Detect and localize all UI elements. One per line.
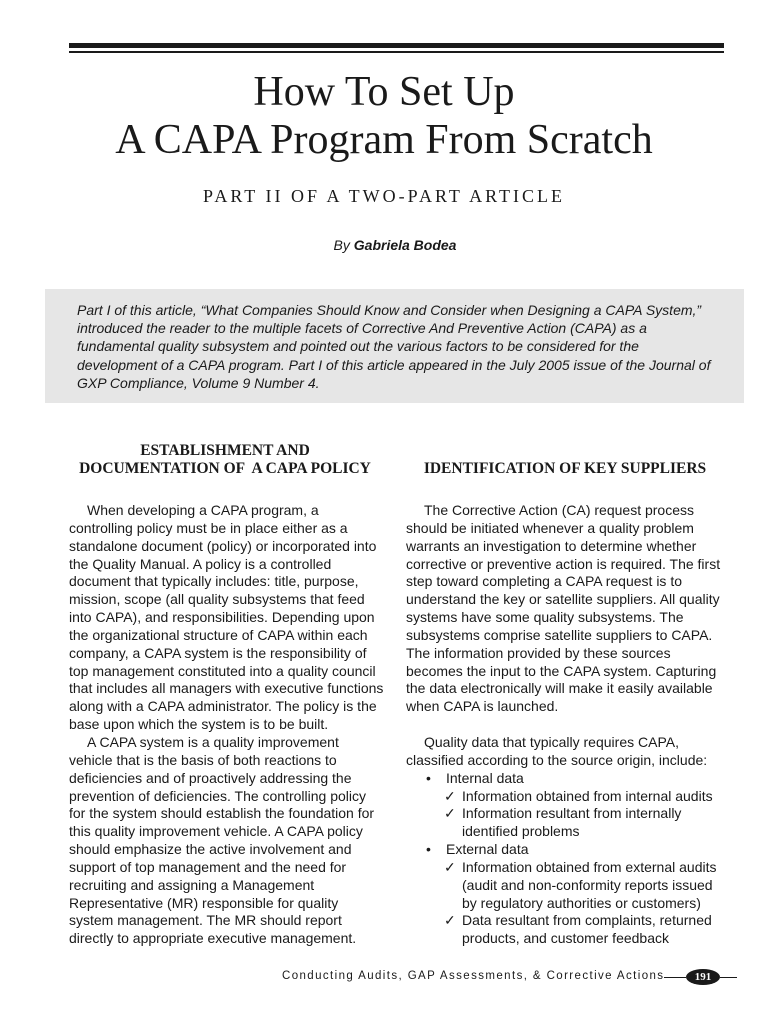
right-paragraph-2: Quality data that typically requires CAPA, classified according to the source origin, include: <box>406 733 708 768</box>
article-title-line1: How To Set Up <box>253 69 515 115</box>
list-item-label: Internal data <box>446 769 524 786</box>
list-item-label: Data resultant from complaints, returned products, and customer feedback <box>462 912 712 947</box>
section-heading-capa-policy <box>60 442 390 478</box>
abstract-text: Part I of this article, “What Companies Should Know and Consider when Designing a CAPA System,” introduced the reader to the multiple facets of Corrective And Preventive Action (CAPA) as a fundamental quality subsystem and pointed out the various factors to be considered for the development of a CAPA program. Part I of this article appeared in the July 2005 issue of the Journal of GXP Compliance, Volume 9 Number 4. <box>77 302 711 391</box>
top-rule-thick <box>69 43 724 48</box>
list-item <box>406 770 722 788</box>
author-name: Gabriela Bodea <box>353 237 457 253</box>
checkmark-icon: ✓ <box>444 787 456 804</box>
section-heading-line2: DOCUMENTATION OF A CAPA POLICY <box>79 460 371 477</box>
section-heading-line1: ESTABLISHMENT AND <box>140 442 310 459</box>
footer-rule-right <box>720 977 737 978</box>
left-paragraph-1: When developing a CAPA program, a controlling policy must be in place either as a standalone document (policy) or incorporated into the Quality Manual. A policy is a controlled document that typically includes: title, purpose, mission, scope (all quality subsystems that feed into CAPA), and responsibilities. Depending upon the organizational structure of CAPA within each company, a CAPA system is the responsibility of top management constituted into a quality council that includes all managers with executive functions along with a CAPA administrator. The policy is the base upon which the system is to be built. <box>69 502 384 733</box>
list-item <box>406 859 722 913</box>
footer-rule-left <box>664 977 686 978</box>
top-rule-thin <box>69 51 724 53</box>
list-item <box>406 788 722 806</box>
right-column-body <box>406 502 722 948</box>
list-item-label: Information resultant from internally identified problems <box>462 805 682 840</box>
list-item-label: External data <box>446 841 529 858</box>
byline-prefix: By <box>333 237 354 253</box>
left-paragraph-2: A CAPA system is a quality improvement vehicle that is the basis of both reactions to deficiencies and of proactively addressing the prevention of deficiencies. The controlling policy for the system should establish the foundation for this quality improvement vehicle. A CAPA policy should emphasize the active involvement and support of top management and the need for recruiting and assigning a Management Representative (MR) responsible for quality system management. The MR should report directly to appropriate executive management. <box>69 733 375 947</box>
checkmark-icon: ✓ <box>444 858 456 875</box>
list-item <box>406 912 722 948</box>
article-subtitle: PART II OF A TWO-PART ARTICLE <box>203 186 565 206</box>
section-heading-key-suppliers: IDENTIFICATION OF KEY SUPPLIERS <box>423 460 707 477</box>
source-origin-list <box>406 770 722 948</box>
article-title-line2: A CAPA Program From Scratch <box>115 117 653 163</box>
page-number-badge: 191 <box>686 969 720 985</box>
bullet-icon: • <box>426 841 431 858</box>
checkmark-icon: ✓ <box>444 912 456 929</box>
article-title <box>0 68 768 164</box>
bullet-icon: • <box>426 769 431 786</box>
checkmark-icon: ✓ <box>444 805 456 822</box>
byline <box>0 237 768 253</box>
running-footer-title: Conducting Audits, GAP Assessments, & Corrective Actions <box>282 970 665 982</box>
list-item-label: Information obtained from internal audits <box>462 787 713 804</box>
left-column-body <box>69 502 385 948</box>
list-item-label: Information obtained from external audits (audit and non-conformity reports issued by regulatory authorities or customers) <box>462 858 717 911</box>
list-item <box>406 841 722 859</box>
list-item <box>406 805 722 841</box>
right-paragraph-1: The Corrective Action (CA) request process should be initiated whenever a quality problem warrants an investigation to determine whether corrective or preventive action is required. The first step toward completing a CAPA request is to understand the key or satellite suppliers. All quality systems have some quality subsystems. The subsystems comprise satellite suppliers to CAPA. The information provided by these sources becomes the input to the CAPA system. Capturing the data electronically will make it easily available when CAPA is launched. <box>406 502 721 715</box>
